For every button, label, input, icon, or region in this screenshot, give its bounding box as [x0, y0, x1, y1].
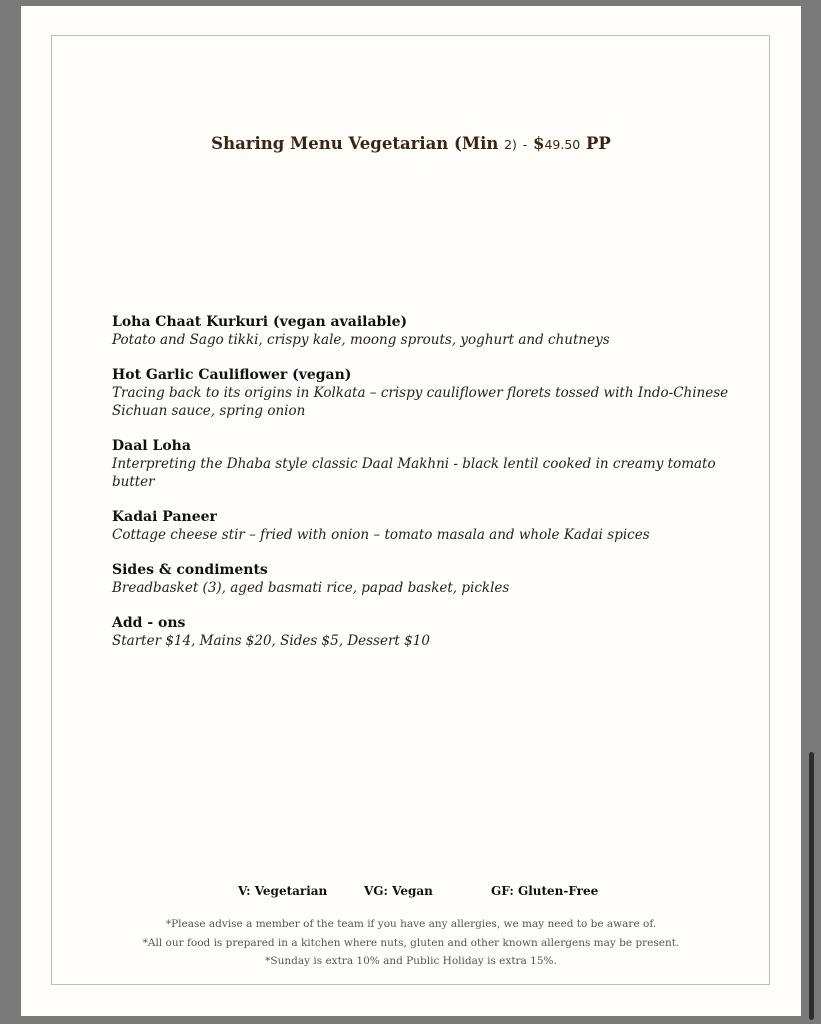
title-price-symbol: $ [532, 134, 545, 153]
document-page [21, 6, 801, 1016]
menu-item-description: Tracing back to its origins in Kolkata – crispy cauliflower florets tossed with Indo-Chinese Sichuan sauce, spring onion [112, 385, 729, 419]
menu-item-name: Sides & condiments [112, 562, 268, 578]
menu-item-name: Loha Chaat Kurkuri (vegan available) [112, 314, 408, 330]
menu-item [112, 437, 732, 491]
title-main: Sharing Menu Vegetarian (Min [211, 134, 499, 153]
title-price: 49.50 [544, 137, 581, 152]
menu-item-description: Starter $14, Mains $20, Sides $5, Dessert $10 [112, 633, 430, 649]
vertical-scrollbar[interactable] [809, 752, 814, 1020]
menu-title [21, 134, 801, 153]
menu-item [112, 614, 732, 650]
menu-item-description: Cottage cheese stir – fried with onion – tomato masala and whole Kadai spices [112, 527, 650, 543]
legend-vegan: VG: Vegan [364, 884, 433, 898]
legend-gluten-free: GF: Gluten-Free [491, 884, 599, 898]
menu-item-description: Breadbasket (3), aged basmati rice, papad basket, pickles [112, 580, 510, 596]
menu-item-name: Kadai Paneer [112, 509, 217, 525]
menu-item-name: Add - ons [112, 615, 186, 631]
note-line: *All our food is prepared in a kitchen where nuts, gluten and other known allergens may be present. [142, 936, 680, 949]
menu-list [112, 313, 732, 667]
allergy-notes [21, 915, 801, 971]
menu-item-name: Daal Loha [112, 438, 191, 454]
menu-item-name: Hot Garlic Cauliflower (vegan) [112, 367, 352, 383]
menu-item-description: Interpreting the Dhaba style classic Daal Makhni - black lentil cooked in creamy tomato butter [112, 456, 716, 490]
menu-item [112, 313, 732, 349]
note-line: *Please advise a member of the team if you have any allergies, we may need to be aware of. [165, 918, 657, 930]
menu-item [112, 508, 732, 544]
menu-item [112, 561, 732, 597]
note-line: *Sunday is extra 10% and Public Holiday is extra 15%. [265, 955, 557, 967]
menu-item-description: Potato and Sago tikki, crispy kale, moong sprouts, yoghurt and chutneys [112, 332, 610, 348]
legend-vegetarian: V: Vegetarian [238, 884, 328, 898]
title-per-person: PP [586, 134, 611, 153]
menu-item [112, 366, 732, 420]
title-min-count: 2) [504, 137, 517, 152]
title-separator: - [522, 137, 528, 152]
